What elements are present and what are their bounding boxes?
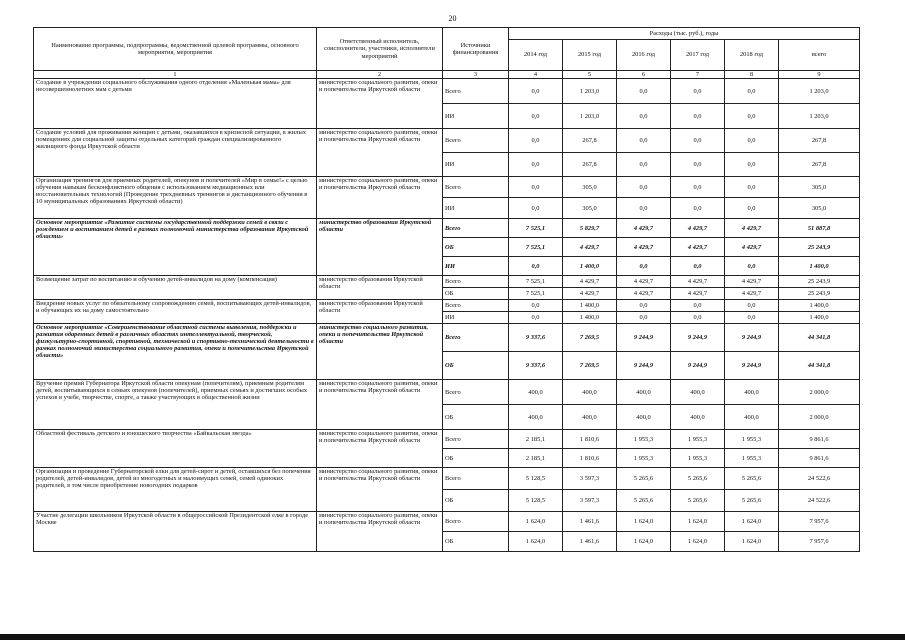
table-row [34,324,860,352]
total-value: 1 400,0 [779,300,860,312]
year-value: 400,0 [725,405,779,430]
funding-source: ИИ [443,312,509,324]
funding-source: Всего [443,468,509,490]
activity-name: Внедрение новых услуг по обязательному сопровождению семей, воспитывающих детей-инвалидов, и обучающих их на дому самостоятельно [34,300,317,324]
responsible-executor: министерство социального развития, опеки и попечительства Иркутской области [317,177,443,219]
column-number: 4 [509,71,563,79]
year-value: 0,0 [509,177,563,198]
table-row [34,177,860,198]
total-value: 25 243,9 [779,276,860,288]
total-value: 44 341,8 [779,324,860,352]
page-number: 20 [448,14,457,23]
year-value: 0,0 [509,79,563,104]
column-number: 6 [617,71,671,79]
year-value: 4 429,7 [617,219,671,238]
total-value: 7 957,6 [779,512,860,532]
year-value: 1 955,3 [725,430,779,449]
year-value: 7 269,5 [563,352,617,380]
year-value: 7 269,5 [563,324,617,352]
year-value: 7 525,1 [509,219,563,238]
total-value: 9 861,6 [779,449,860,468]
header-year: 2014 год [509,40,563,71]
funding-source: ИИ [443,153,509,177]
year-value: 2 185,1 [509,430,563,449]
total-value: 1 400,0 [779,257,860,276]
year-value: 5 829,7 [563,219,617,238]
year-value: 0,0 [671,312,725,324]
column-number: 2 [317,71,443,79]
year-value: 4 429,7 [671,288,725,300]
year-value: 0,0 [671,104,725,129]
year-value: 4 429,7 [671,276,725,288]
scan-edge [0,634,905,640]
year-value: 5 265,6 [671,490,725,512]
year-value: 1 624,0 [509,512,563,532]
column-number: 3 [443,71,509,79]
year-value: 9 244,9 [671,352,725,380]
table-row [34,300,860,312]
header-year: 2018 год [725,40,779,71]
year-value: 1 955,3 [617,430,671,449]
year-value: 0,0 [617,129,671,153]
year-value: 1 400,0 [563,257,617,276]
year-value: 5 265,6 [617,468,671,490]
year-value: 0,0 [617,257,671,276]
table-row [34,79,860,104]
year-value: 0,0 [671,198,725,219]
year-value: 0,0 [671,129,725,153]
year-value: 1 203,0 [563,79,617,104]
year-value: 400,0 [725,380,779,405]
activity-name: Основное мероприятие «Совершенствование областной системы выявления, поддержки и развития одаренных детей в различных областях интеллектуальной, творческой, физкультурно-спортивной, спортивной, технической и спортивно-технической деятельности в рамках полномочий министерства социального развития, опеки и попечительства Иркутской области» [34,324,317,380]
year-value: 0,0 [671,79,725,104]
year-value: 0,0 [725,257,779,276]
year-value: 0,0 [617,312,671,324]
funding-source: ОБ [443,405,509,430]
funding-source: Всего [443,380,509,405]
total-value: 25 243,9 [779,238,860,257]
table-row [34,129,860,153]
funding-source: Всего [443,79,509,104]
funding-source: Всего [443,177,509,198]
header-year: 2015 год [563,40,617,71]
activity-name: Областной фестиваль детского и юношеского творчества «Байкальская звезда» [34,430,317,468]
total-value: 2 000,0 [779,380,860,405]
year-value: 267,8 [563,153,617,177]
year-value: 5 128,5 [509,468,563,490]
year-value: 0,0 [509,198,563,219]
year-value: 0,0 [671,257,725,276]
table-row [34,276,860,288]
responsible-executor: министерство образования Иркутской области [317,300,443,324]
year-value: 0,0 [725,312,779,324]
responsible-executor: министерство образования Иркутской области [317,219,443,276]
funding-source: ОБ [443,238,509,257]
activity-name: Вручение премий Губернатора Иркутской области опекунам (попечителям), приемным родителям детей, воспитывающихся в семьях опекунов (попечителей), приемных семьях и достигших особых успехов в учебе, творчестве, спорте, а также участвующих в общественной жизни [34,380,317,430]
funding-source: Всего [443,430,509,449]
activity-name: Организация тренингов для приемных родителей, опекунов и попечителей «Мир в семье!» с целью обучения навыкам бесконфликтного общения с использованием медиационных или восстановительных технологий (Проведение трехдневных тренингов и дистанционного обучения в 10 муниципальных образованиях Иркутской области) [34,177,317,219]
activity-name: Организация и проведение Губернаторской елки для детей-сирот и детей, оставшихся без попечения родителей, детей-инвалидов, детей из многодетных и малоимущих семей, семей одиноких родителей, в том числе приобретение новогодних подарков [34,468,317,512]
year-value: 1 624,0 [617,532,671,552]
funding-source: Всего [443,276,509,288]
funding-source: Всего [443,512,509,532]
year-value: 0,0 [671,153,725,177]
year-value: 1 624,0 [725,532,779,552]
year-value: 4 429,7 [563,288,617,300]
year-value: 1 461,6 [563,532,617,552]
total-value: 7 957,6 [779,532,860,552]
year-value: 1 810,6 [563,449,617,468]
year-value: 400,0 [563,405,617,430]
funding-source: ОБ [443,288,509,300]
table-row [34,219,860,238]
year-value: 400,0 [509,405,563,430]
total-value: 24 522,6 [779,468,860,490]
year-value: 4 429,7 [563,276,617,288]
year-value: 0,0 [509,104,563,129]
year-value: 0,0 [725,129,779,153]
year-value: 7 525,1 [509,238,563,257]
year-value: 400,0 [563,380,617,405]
funding-source: Всего [443,129,509,153]
year-value: 0,0 [617,198,671,219]
year-value: 9 244,9 [617,352,671,380]
year-value: 4 429,7 [725,288,779,300]
total-value: 24 522,6 [779,490,860,512]
total-value: 1 400,0 [779,312,860,324]
column-number: 5 [563,71,617,79]
year-value: 0,0 [617,79,671,104]
activity-name: Участие делегации школьников Иркутской области в общероссийской Президентской елке в городе Москве [34,512,317,552]
responsible-executor: министерство образования Иркутской области [317,276,443,300]
year-value: 0,0 [509,153,563,177]
funding-source: Всего [443,324,509,352]
activity-name: Создание в учреждении социального обслуживания одного отделения «Маленькая мама» для несовершеннолетних мам с детьми [34,79,317,129]
year-value: 5 265,6 [725,490,779,512]
responsible-executor: министерство социального развития, опеки и попечительства Иркутской области [317,430,443,468]
responsible-executor: министерство социального развития, опеки и попечительства Иркутской области [317,380,443,430]
year-value: 5 265,6 [725,468,779,490]
year-value: 2 185,1 [509,449,563,468]
year-value: 305,0 [563,177,617,198]
activity-name: Возмещение затрат по воспитанию и обучению детей-инвалидов на дому (компенсация) [34,276,317,300]
year-value: 1 955,3 [671,449,725,468]
activity-name: Создание условий для проживания женщин с детьми, оказавшихся в кризисной ситуации, в жилых помещениях для социальной защиты отдельных категорий граждан специализированного жилищного фонда Иркутской области [34,129,317,177]
funding-source: Всего [443,300,509,312]
total-value: 25 243,9 [779,288,860,300]
header-year: 2017 год [671,40,725,71]
year-value: 1 624,0 [617,512,671,532]
header-expenditure: Расходы (тыс. руб.), годы [509,28,860,40]
year-value: 0,0 [509,312,563,324]
year-value: 1 400,0 [563,312,617,324]
year-value: 1 955,3 [617,449,671,468]
table-row [34,380,860,405]
year-value: 4 429,7 [725,276,779,288]
year-value: 1 203,0 [563,104,617,129]
year-value: 400,0 [509,380,563,405]
year-value: 0,0 [617,153,671,177]
funding-source: Всего [443,219,509,238]
year-value: 9 244,9 [725,352,779,380]
year-value: 9 244,9 [671,324,725,352]
year-value: 0,0 [509,129,563,153]
year-value: 4 429,7 [671,238,725,257]
year-value: 4 429,7 [725,238,779,257]
year-value: 267,8 [563,129,617,153]
year-value: 9 244,9 [617,324,671,352]
year-value: 400,0 [671,405,725,430]
table-row [34,430,860,449]
year-value: 4 429,7 [617,238,671,257]
column-number: 1 [34,71,317,79]
total-value: 2 000,0 [779,405,860,430]
header-source: Источники финансирования [443,28,509,71]
year-value: 7 525,1 [509,288,563,300]
total-value: 305,0 [779,198,860,219]
year-value: 400,0 [617,380,671,405]
column-number: 8 [725,71,779,79]
year-value: 0,0 [671,300,725,312]
year-value: 0,0 [725,177,779,198]
total-value: 1 203,0 [779,104,860,129]
funding-source: ИИ [443,198,509,219]
year-value: 7 525,1 [509,276,563,288]
table-row [34,468,860,490]
responsible-executor: министерство социального развития, опеки и попечительства Иркутской области [317,468,443,512]
year-value: 1 955,3 [725,449,779,468]
year-value: 1 810,6 [563,430,617,449]
year-value: 4 429,7 [563,238,617,257]
year-value: 0,0 [617,177,671,198]
header-name: Наименование программы, подпрограммы, ведомственной целевой программы, основного мероприятия, мероприятия [34,28,317,71]
total-value: 44 341,8 [779,352,860,380]
funding-source: ИИ [443,257,509,276]
total-value: 267,8 [779,153,860,177]
year-value: 9 337,6 [509,352,563,380]
year-value: 1 955,3 [671,430,725,449]
year-value: 4 429,7 [617,288,671,300]
year-value: 400,0 [617,405,671,430]
total-value: 267,8 [779,129,860,153]
column-number: 7 [671,71,725,79]
year-value: 0,0 [725,79,779,104]
funding-source: ОБ [443,449,509,468]
table-row [34,512,860,532]
year-value: 305,0 [563,198,617,219]
year-value: 4 429,7 [725,219,779,238]
funding-source: ИИ [443,104,509,129]
year-value: 0,0 [725,153,779,177]
year-value: 1 624,0 [509,532,563,552]
year-value: 0,0 [725,300,779,312]
year-value: 0,0 [509,300,563,312]
year-value: 3 597,3 [563,468,617,490]
year-value: 1 624,0 [725,512,779,532]
year-value: 0,0 [725,198,779,219]
year-value: 0,0 [617,104,671,129]
year-value: 4 429,7 [671,219,725,238]
year-value: 9 337,6 [509,324,563,352]
funding-source: ОБ [443,352,509,380]
year-value: 0,0 [725,104,779,129]
header-year: всего [779,40,860,71]
responsible-executor: министерство социального развития, опеки и попечительства Иркутской области [317,512,443,552]
funding-source: ОБ [443,490,509,512]
year-value: 0,0 [671,177,725,198]
year-value: 5 265,6 [617,490,671,512]
column-number: 9 [779,71,860,79]
year-value: 0,0 [617,300,671,312]
responsible-executor: министерство социального развития, опеки и попечительства Иркутской области [317,324,443,380]
year-value: 400,0 [671,380,725,405]
total-value: 9 861,6 [779,430,860,449]
header-year: 2016 год [617,40,671,71]
year-value: 1 624,0 [671,512,725,532]
year-value: 9 244,9 [725,324,779,352]
activity-name: Основное мероприятие «Развитие системы государственной поддержки семей в связи с рождением и воспитанием детей в рамках полномочий министерства образования Иркутской области» [34,219,317,276]
year-value: 0,0 [509,257,563,276]
expenditure-table [33,27,860,552]
year-value: 5 128,5 [509,490,563,512]
year-value: 1 461,6 [563,512,617,532]
funding-source: ОБ [443,532,509,552]
responsible-executor: министерство социального развития, опеки и попечительства Иркутской области [317,79,443,129]
year-value: 3 597,3 [563,490,617,512]
year-value: 5 265,6 [671,468,725,490]
year-value: 1 624,0 [671,532,725,552]
header-responsible: Ответственный исполнитель, соисполнители, участники, исполнители мероприятий [317,28,443,71]
year-value: 4 429,7 [617,276,671,288]
total-value: 1 203,0 [779,79,860,104]
year-value: 1 400,0 [563,300,617,312]
total-value: 305,0 [779,177,860,198]
responsible-executor: министерство социального развития, опеки и попечительства Иркутской области [317,129,443,177]
total-value: 51 887,8 [779,219,860,238]
